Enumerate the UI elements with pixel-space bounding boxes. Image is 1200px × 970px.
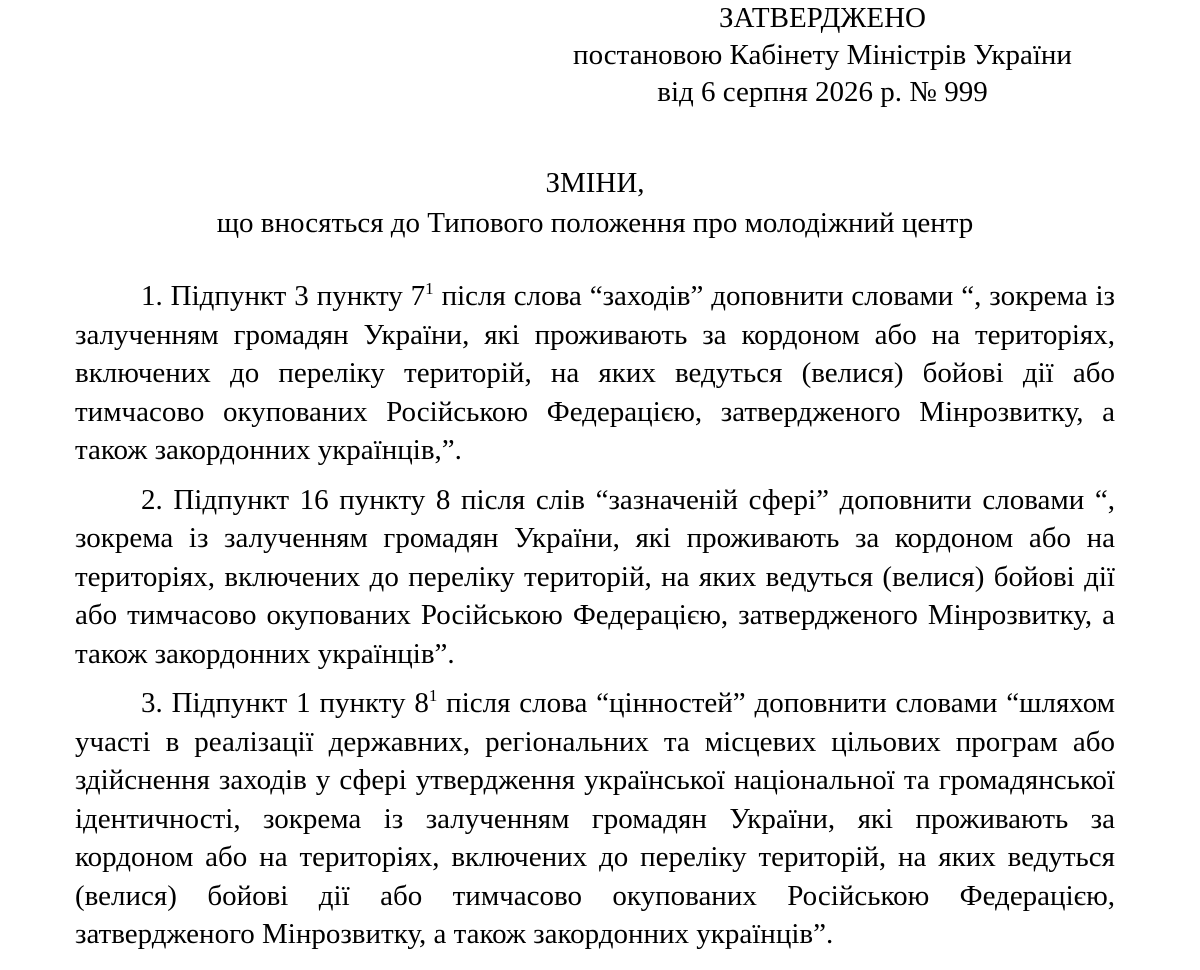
document-title: ЗМІНИ, [545,167,645,199]
approval-authority: постановою Кабінету Міністрів України [573,39,1072,71]
amendment-text-start: 1. Підпункт 3 пункту 7 [141,280,426,312]
document-heading [75,163,1115,243]
document-subtitle: що вносяться до Типового положення про молодіжний центр [216,207,974,239]
amendment-text-rest: після слова “заходів” доповнити словами “, зокрема із залученням громадян України, які проживають за кордоном або на територіях, включених до переліку територій, на яких ведуться (велися) бойові дії або тимчасово окупованих Російською Федерацією, затвердженого Мінрозвитку, а також закордонних українців,”. [75,280,1115,466]
approval-date-number: від 6 серпня 2026 р. № 999 [657,76,988,108]
amendment-item-1 [75,277,1115,470]
amendment-item-3 [75,684,1115,954]
amendment-item-2 [75,481,1115,674]
amendment-text-rest: після слова “цінностей” доповнити словами “шляхом участі в реалізації державних, регіональних та місцевих цільових програм або здійснення заходів у сфері утвердження української національної та громадянської ідентичності, зокрема із залученням громадян України, які проживають за кордоном або на територіях, включених до переліку територій, на яких ведуться (велися) бойові дії або тимчасово окупованих Російською Федерацією, затвердженого Мінрозвитку, а також закордонних українців”. [75,687,1116,950]
superscript-index: 1 [425,279,434,298]
amendments-list [75,277,1115,965]
amendment-text-start: 3. Підпункт 1 пункту 8 [141,687,429,719]
approval-stamp [540,0,1105,111]
approval-label: ЗАТВЕРДЖЕНО [718,2,926,34]
superscript-index: 1 [428,686,438,705]
amendment-text: 2. Підпункт 16 пункту 8 після слів “зазначеній сфері” доповнити словами “, зокрема із залученням громадян України, які проживають за кордоном або на територіях, включених до переліку територій, на яких ведуться (велися) бойові дії або тимчасово окупованих Російською Федерацією, затвердженого Мінрозвитку, а також закордонних українців”. [75,483,1115,670]
